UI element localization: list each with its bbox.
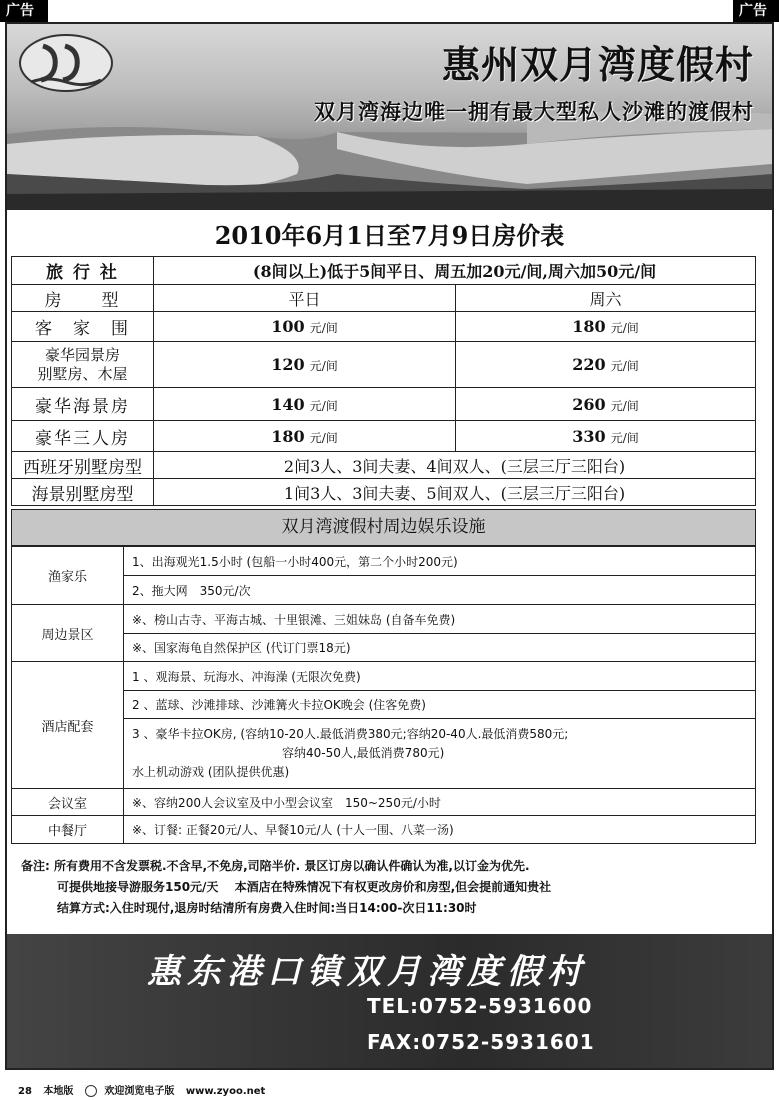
resort-logo bbox=[17, 32, 115, 94]
saturday-price: 260 元/间 bbox=[456, 388, 756, 421]
karaoke-line-1: 3 、豪华卡拉OK房, (容纳10-20人.最低消费380元;容纳20-40人.最低消费580元; bbox=[132, 727, 569, 741]
water-games: 水上机动游戏 (团队提供优惠) bbox=[132, 765, 290, 779]
col-saturday: 周六 bbox=[456, 285, 756, 312]
brand-logo-icon bbox=[85, 1085, 97, 1097]
saturday-price: 330 元/间 bbox=[456, 421, 756, 452]
villa-row bbox=[12, 452, 756, 479]
agency-note: (8间以上)低于5间平日、周五加20元/间,周六加50元/间 bbox=[154, 257, 756, 285]
saturday-price: 220 元/间 bbox=[456, 342, 756, 388]
villa-desc: 1间3人、3间夫妻、5间双人、(三层三厅三阳台) bbox=[154, 479, 756, 506]
villa-row bbox=[12, 479, 756, 506]
room-row bbox=[12, 421, 756, 452]
weekday-price: 140 元/间 bbox=[154, 388, 456, 421]
page-number: 28 bbox=[18, 1086, 32, 1097]
facility-category: 中餐厅 bbox=[12, 816, 124, 844]
room-type: 客 家 围 bbox=[12, 312, 154, 342]
facility-item-karaoke bbox=[124, 719, 756, 789]
note-line: 结算方式:入住时现付,退房时结清所有房费入住时间:当日14:00-次日11:30时 bbox=[57, 901, 477, 915]
facility-item: ※、订餐: 正餐20元/人、早餐10元/人 (十人一围、八菜一汤) bbox=[124, 816, 756, 844]
weekday-price: 180 元/间 bbox=[154, 421, 456, 452]
agency-row bbox=[12, 257, 756, 285]
advert-frame bbox=[5, 22, 774, 1070]
facility-item: ※、国家海龟自然保护区 (代订门票18元) bbox=[124, 634, 756, 662]
room-row bbox=[12, 388, 756, 421]
telephone: TEL:0752-5931600 bbox=[367, 994, 593, 1018]
note-line: 可提供地接导游服务150元/天 本酒店在特殊情况下有权更改房价和房型,但会提前通知贵社 bbox=[57, 880, 552, 894]
room-type: 豪华园景房 别墅房、木屋 bbox=[12, 342, 154, 388]
contact-banner bbox=[7, 934, 772, 1068]
header-row bbox=[12, 285, 756, 312]
resort-subtitle: 双月湾海边唯一拥有最大型私人沙滩的渡假村 bbox=[314, 99, 754, 124]
col-weekday: 平日 bbox=[154, 285, 456, 312]
karaoke-line-2: 容纳40-50人,最低消费780元) bbox=[282, 746, 445, 760]
villa-type: 西班牙别墅房型 bbox=[12, 452, 154, 479]
facility-category: 会议室 bbox=[12, 789, 124, 816]
room-type: 豪华三人房 bbox=[12, 421, 154, 452]
fax: FAX:0752-5931601 bbox=[367, 1030, 595, 1054]
facility-category: 周边景区 bbox=[12, 605, 124, 662]
room-type: 豪华海景房 bbox=[12, 388, 154, 421]
ad-tag-right: 广告 bbox=[733, 0, 779, 22]
facility-item: ※、榜山古寺、平海古城、十里银滩、三姐妹岛 (自备车免费) bbox=[124, 605, 756, 634]
facility-item: 1 、观海景、玩海水、冲海澡 (无限次免费) bbox=[124, 662, 756, 691]
facility-category: 渔家乐 bbox=[12, 547, 124, 605]
website-url: www.zyoo.net bbox=[185, 1086, 266, 1097]
facilities-heading: 双月湾渡假村周边娱乐设施 bbox=[11, 509, 756, 546]
ad-tag-left: 广告 bbox=[0, 0, 48, 22]
facility-item: 2、拖大网 350元/次 bbox=[124, 576, 756, 605]
room-row bbox=[12, 342, 756, 388]
banner bbox=[7, 24, 772, 210]
brand-label: 本地版 bbox=[43, 1086, 74, 1097]
agency-label: 旅 行 社 bbox=[12, 257, 154, 285]
facility-item: ※、容纳200人会议室及中小型会议室 150~250元/小时 bbox=[124, 789, 756, 816]
slogan: 欢迎浏览电子版 bbox=[104, 1086, 175, 1097]
notes bbox=[21, 856, 551, 919]
resort-title: 惠州双月湾度假村 bbox=[441, 42, 754, 87]
col-room: 房 型 bbox=[12, 285, 154, 312]
page-footer bbox=[18, 1082, 273, 1097]
villa-desc: 2间3人、3间夫妻、4间双人、(三层三厅三阳台) bbox=[154, 452, 756, 479]
weekday-price: 100 元/间 bbox=[154, 312, 456, 342]
villa-type: 海景别墅房型 bbox=[12, 479, 154, 506]
resort-full-name: 惠东港口镇双月湾度假村 bbox=[147, 952, 587, 992]
price-table bbox=[11, 256, 756, 506]
saturday-price: 180 元/间 bbox=[456, 312, 756, 342]
room-row bbox=[12, 312, 756, 342]
weekday-price: 120 元/间 bbox=[154, 342, 456, 388]
facilities-table bbox=[11, 546, 756, 844]
facility-category: 酒店配套 bbox=[12, 662, 124, 789]
price-table-title: 2010年6月1日至7月9日房价表 bbox=[214, 221, 565, 250]
note-line: 备注: 所有费用不含发票税.不含早,不免房,司陪半价. 景区订房以确认件确认为准,以订金为优先. bbox=[21, 859, 530, 873]
facility-item: 2 、蓝球、沙滩排球、沙滩篝火卡拉OK晚会 (住客免费) bbox=[124, 691, 756, 719]
facility-item: 1、出海观光1.5小时 (包船一小时400元，第二个小时200元) bbox=[124, 547, 756, 576]
